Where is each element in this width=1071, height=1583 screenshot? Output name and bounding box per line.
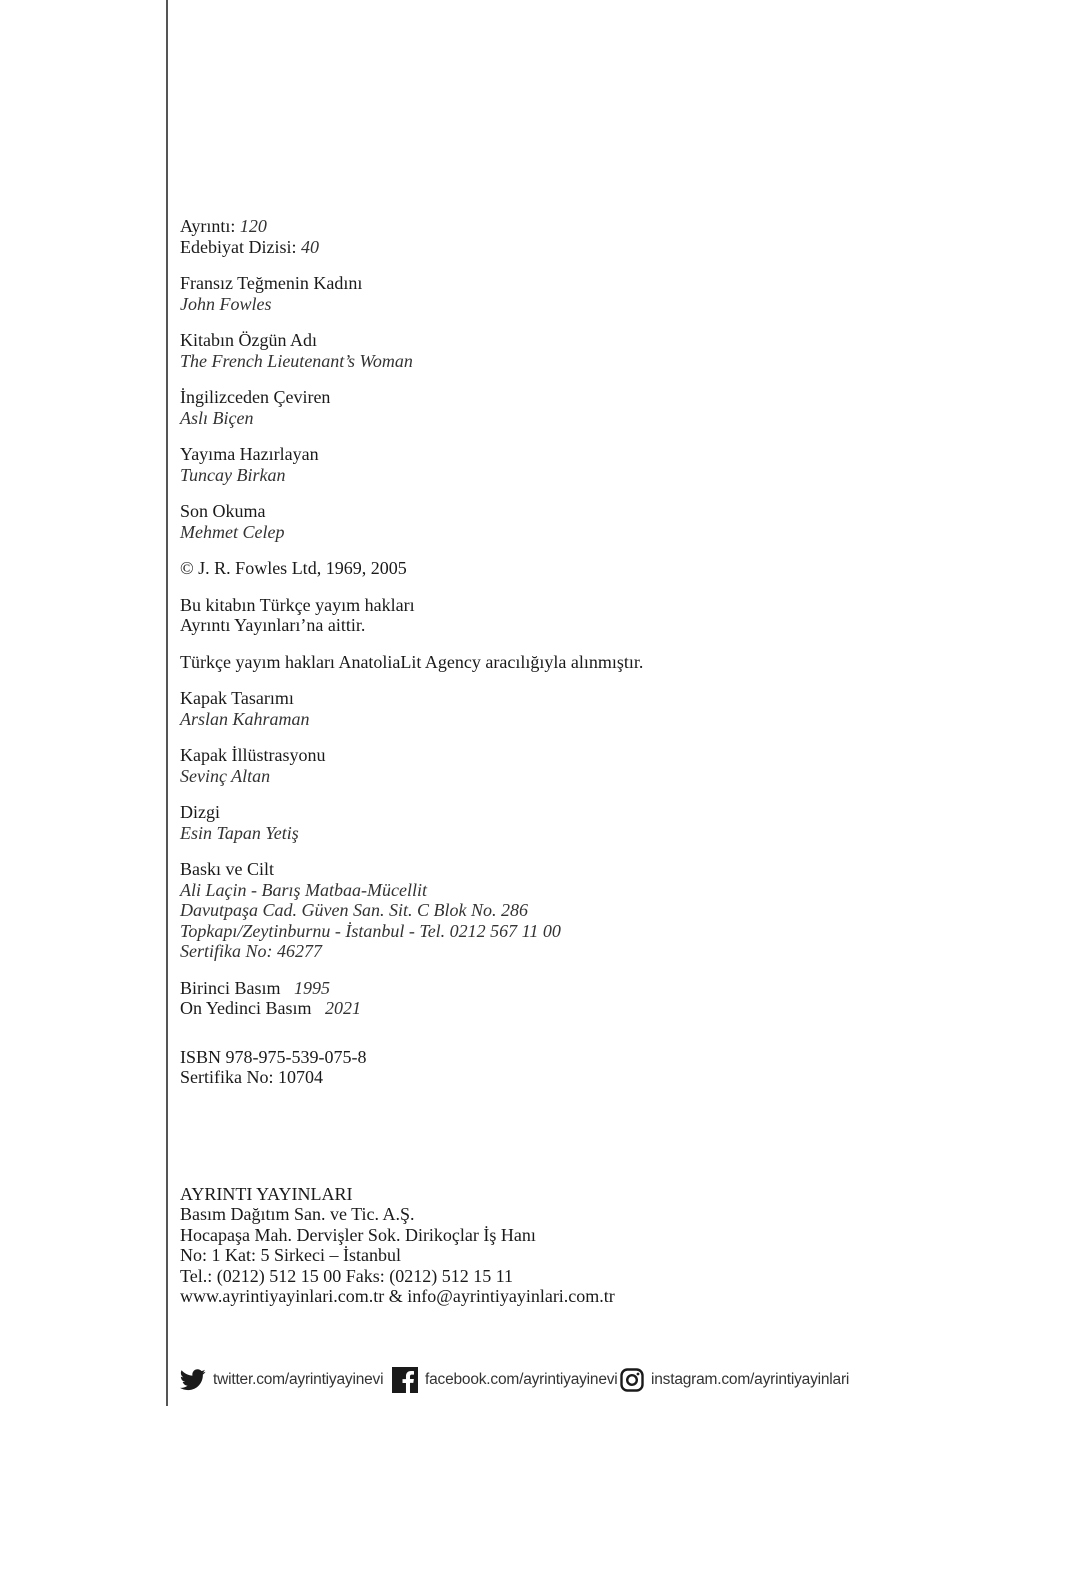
publisher-web: www.ayrintiyayinlari.com.tr & info@ayrintiyayinlari.com.tr — [180, 1286, 615, 1306]
translator-block — [180, 387, 1020, 428]
publisher-address-2: No: 1 Kat: 5 Sirkeci – İstanbul — [180, 1245, 401, 1265]
copyright-block — [180, 558, 1020, 579]
title-block — [180, 273, 1020, 314]
printing-label: Baskı ve Cilt — [180, 859, 274, 879]
original-title-label: Kitabın Özgün Adı — [180, 330, 317, 350]
first-edition — [180, 978, 1020, 999]
subseries-line — [180, 237, 1020, 258]
publisher-phone: Tel.: (0212) 512 15 00 Faks: (0212) 512 15 11 — [180, 1265, 514, 1286]
original-title-block — [180, 330, 1020, 371]
subseries-number: 40 — [300, 236, 319, 257]
proofreader-block — [180, 501, 1020, 542]
series-block — [180, 216, 1020, 257]
cover-illustrator: Sevinç Altan — [180, 765, 271, 786]
rights-line-2: Ayrıntı Yayınları’na aittir. — [180, 615, 366, 635]
editor-block — [180, 444, 1020, 485]
twitter-link[interactable] — [180, 1362, 383, 1398]
series-line — [180, 216, 1020, 237]
instagram-link[interactable] — [620, 1362, 849, 1398]
instagram-handle: instagram.com/ayrintiyayinlari — [651, 1371, 850, 1388]
subseries-label: Edebiyat Dizisi: — [180, 236, 297, 257]
rights-block — [180, 595, 1020, 636]
book-title: Fransız Teğmenin Kadını — [180, 273, 363, 293]
facebook-icon — [392, 1366, 418, 1394]
translator-name: Aslı Biçen — [180, 407, 254, 428]
typesetting-label: Dizgi — [180, 802, 220, 822]
colophon — [180, 216, 1020, 1323]
rights-line-1: Bu kitabın Türkçe yayım hakları — [180, 594, 415, 615]
printing-block — [180, 859, 1020, 962]
twitter-icon — [180, 1369, 206, 1391]
cover-illustration-block — [180, 745, 1020, 786]
printer-address-2: Topkapı/Zeytinburnu - İstanbul - Tel. 0212 567 11 00 — [180, 920, 561, 941]
publisher-block — [180, 1184, 1020, 1307]
cover-illustration-label: Kapak İllüstrasyonu — [180, 745, 326, 765]
agency-block — [180, 652, 1020, 673]
copyright-notice: © J. R. Fowles Ltd, 1969, 2005 — [180, 558, 407, 578]
isbn-block — [180, 1047, 1020, 1088]
cover-designer: Arslan Kahraman — [180, 708, 310, 729]
proofreader-label: Son Okuma — [180, 501, 266, 521]
series-number: 120 — [239, 216, 267, 236]
editions-block — [180, 978, 1020, 1019]
latest-edition-year: 2021 — [325, 998, 362, 1018]
series-label: Ayrıntı: — [180, 216, 236, 236]
cover-design-label: Kapak Tasarımı — [180, 688, 294, 708]
latest-edition-label: On Yedinci Basım — [180, 998, 312, 1018]
typesetter: Esin Tapan Yetiş — [180, 822, 299, 843]
printer-name: Ali Laçin - Barış Matbaa-Mücellit — [180, 879, 427, 900]
cover-design-block — [180, 688, 1020, 729]
printer-certificate: Sertifika No: 46277 — [180, 941, 322, 961]
first-edition-year: 1995 — [294, 977, 330, 998]
printer-address-1: Davutpaşa Cad. Güven San. Sit. C Blok No. 286 — [180, 900, 528, 920]
typesetting-block — [180, 802, 1020, 843]
facebook-link[interactable] — [392, 1362, 618, 1398]
publisher-certificate: Sertifika No: 10704 — [180, 1067, 323, 1087]
publisher-address-1: Hocapaşa Mah. Dervişler Sok. Dirikoçlar İş Hanı — [180, 1224, 536, 1245]
translator-label: İngilizceden Çeviren — [180, 387, 331, 407]
publisher-name: AYRINTI YAYINLARI — [180, 1183, 353, 1204]
proofreader-name: Mehmet Celep — [180, 521, 285, 542]
book-author: John Fowles — [180, 293, 272, 314]
social-links — [180, 1362, 1040, 1398]
isbn: ISBN 978-975-539-075-8 — [180, 1046, 367, 1067]
margin-rule — [166, 0, 168, 1406]
facebook-handle: facebook.com/ayrintiyayinevi — [425, 1371, 618, 1388]
publisher-company: Basım Dağıtım San. ve Tic. A.Ş. — [180, 1204, 415, 1224]
editor-name: Tuncay Birkan — [180, 464, 286, 485]
latest-edition — [180, 998, 1020, 1019]
twitter-handle: twitter.com/ayrintiyayinevi — [213, 1371, 384, 1388]
editor-label: Yayıma Hazırlayan — [180, 444, 319, 464]
original-title-value: The French Lieutenant’s Woman — [180, 350, 413, 371]
agency-note: Türkçe yayım hakları AnatoliaLit Agency aracılığıyla alınmıştır. — [180, 651, 644, 672]
instagram-icon — [620, 1368, 644, 1392]
first-edition-label: Birinci Basım — [180, 977, 281, 998]
